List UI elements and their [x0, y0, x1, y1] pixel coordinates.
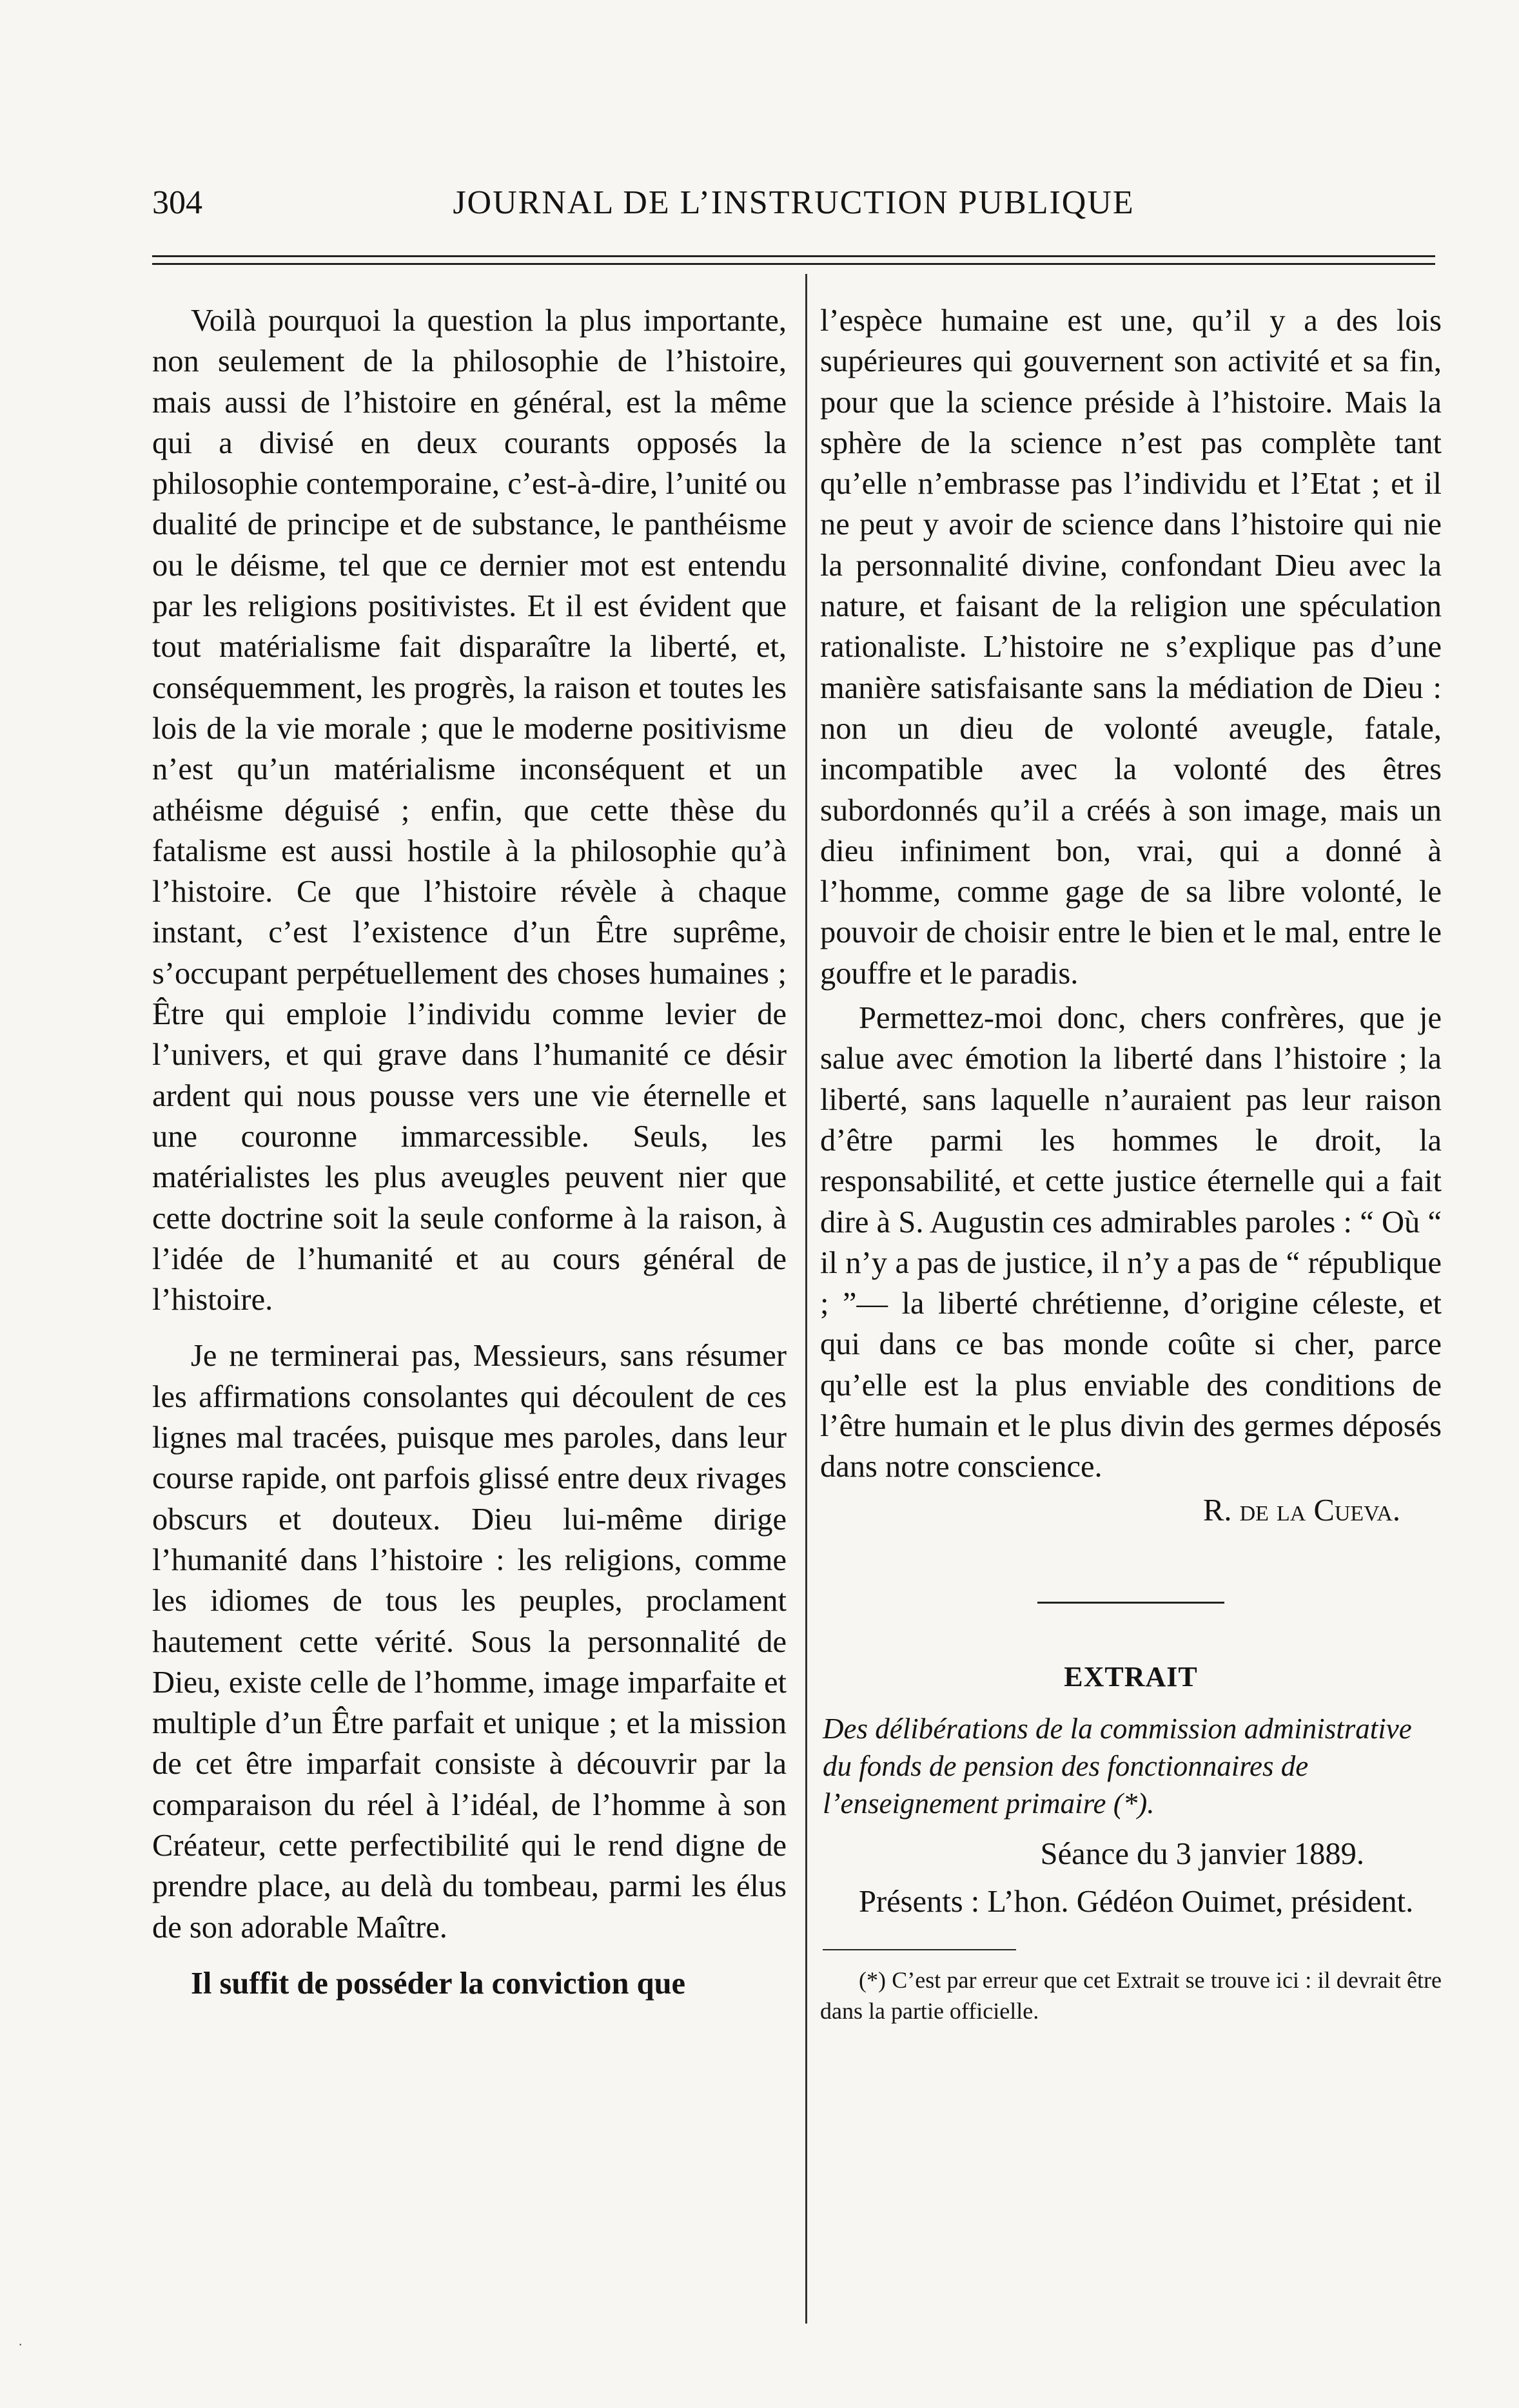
- article-signature: [820, 1490, 1442, 1531]
- footnote: (*) C’est par erreur que cet Extrait se trouve ici : il devrait être dans la partie officielle.: [820, 1966, 1442, 2024]
- left-paragraph-1: Voilà pourquoi la question la plus importante, non seulement de la philosophie de l’histoire, mais aussi de l’histoire en général, est la même qui a divisé en deux courants opposés la philosophie contemporaine, c’est-à-dire, l’unité ou dualité de principe et de substance, le panthéisme ou le déisme, tel que ce dernier mot est entendu par les religions positivistes. Et il est évident que tout matérialisme fait disparaître la liberté, et, conséquemment, les progrès, la raison et toutes les lois de la vie morale ; que le moderne positivisme n’est qu’un matérialisme inconséquent et un athéisme déguisé ; enfin, que cette thèse du fatalisme est aussi hostile à la philosophie qu’à l’histoire. Ce que l’histoire révèle à chaque instant, c’est l’existence d’un Être suprême, s’occupant perpétuellement des choses humaines ; Être qui emploie l’individu comme levier de l’univers, et qui grave dans l’humanité ce désir ardent qui nous pousse vers une vie éternelle et une couronne immarcessible. Seuls, les matérialistes les plus aveugles peuvent nier que cette doctrine soit la seule conforme à la raison, à l’idée de l’humanité et au cours général de l’histoire.: [152, 304, 787, 1317]
- footnote-rule: [823, 1949, 1016, 1950]
- column-divider: [805, 274, 807, 2324]
- right-column: [820, 300, 1442, 2026]
- meeting-date: Séance du 3 janvier 1889.: [1040, 1837, 1364, 1872]
- page-number: 304: [152, 184, 202, 221]
- right-paragraph-2: Permettez-moi donc, chers confrères, que je salue avec émotion la liberté dans l’histoire ; la liberté, sans laquelle n’auraient pas leur raison d’être parmi les hommes le droit, la responsabilité, et cette justice éternelle qui a fait dire à S. Augustin ces admirables paroles : “ Où “ il n’y a pas de justice, il n’y a pas de “ république ; ”— la liberté chrétienne, d’origine céleste, et qui dans ce bas monde coûte si cher, parce qu’elle est la plus enviable des conditions de l’être humain et le plus divin des germes déposés dans notre conscience.: [820, 1001, 1442, 1484]
- attendees: Présents : L’hon. Gédéon Ouimet, président.: [859, 1884, 1414, 1919]
- left-column: [152, 300, 787, 2004]
- scan-speck: ·: [18, 2336, 23, 2353]
- signature-name: de la Cueva.: [1239, 1493, 1400, 1528]
- header-rule-upper: [152, 255, 1435, 257]
- extract-subtitle: Des délibérations de la commission administrative du fonds de pension des fonctionnaires de l’enseignement primaire (*).: [823, 1713, 1412, 1820]
- left-paragraph-3: Il suffit de posséder la conviction que: [191, 1966, 686, 2001]
- left-paragraph-2: Je ne terminerai pas, Messieurs, sans résumer les affirmations consolantes qui découlent de ces lignes mal tracées, puisque mes paroles, dans leur course rapide, ont parfois glissé entre deux rivages obscurs et douteux. Dieu lui-même dirige l’humanité dans l’histoire : les religions, comme les idiomes de tous les peuples, proclament hautement cette vérité. Sous la personnalité de Dieu, existe celle de l’homme, image imparfaite et multiple d’un Être parfait et unique ; et la mission de cet être imparfait consiste à découvrir par la comparaison du réel à l’idéal, de l’homme à son Créateur, cette perfectibilité qui le rend digne de prendre place, au delà du tombeau, parmi les élus de son adorable Maître.: [152, 1339, 787, 1945]
- extract-heading: EXTRAIT: [1064, 1660, 1198, 1693]
- signature-initial: R.: [1202, 1493, 1232, 1528]
- page-header: [152, 184, 1435, 235]
- right-paragraph-1: l’espèce humaine est une, qu’il y a des lois supérieures qui gouvernent son activité et sa fin, pour que la science préside à l’histoire. Mais la sphère de la science n’est pas complète tant qu’elle n’embrasse pas l’individu et l’Etat ; et il ne peut y avoir de science dans l’histoire qui nie la personnalité divine, confondant Dieu avec la nature, et faisant de la religion une spéculation rationaliste. L’histoire ne s’explique pas d’une manière satisfaisante sans la médiation de Dieu : non un dieu de volonté aveugle, fatale, incompatible avec la volonté des êtres subordonnés qu’il a créés à son image, mais un dieu infiniment bon, vrai, qui a donné à l’homme, comme gage de sa libre volonté, le pouvoir de choisir entre le bien et le mal, entre le gouffre et le paradis.: [820, 304, 1442, 991]
- running-title: JOURNAL DE L’INSTRUCTION PUBLIQUE: [453, 184, 1135, 221]
- header-rule-lower: [152, 263, 1435, 265]
- section-rule: [1037, 1602, 1224, 1604]
